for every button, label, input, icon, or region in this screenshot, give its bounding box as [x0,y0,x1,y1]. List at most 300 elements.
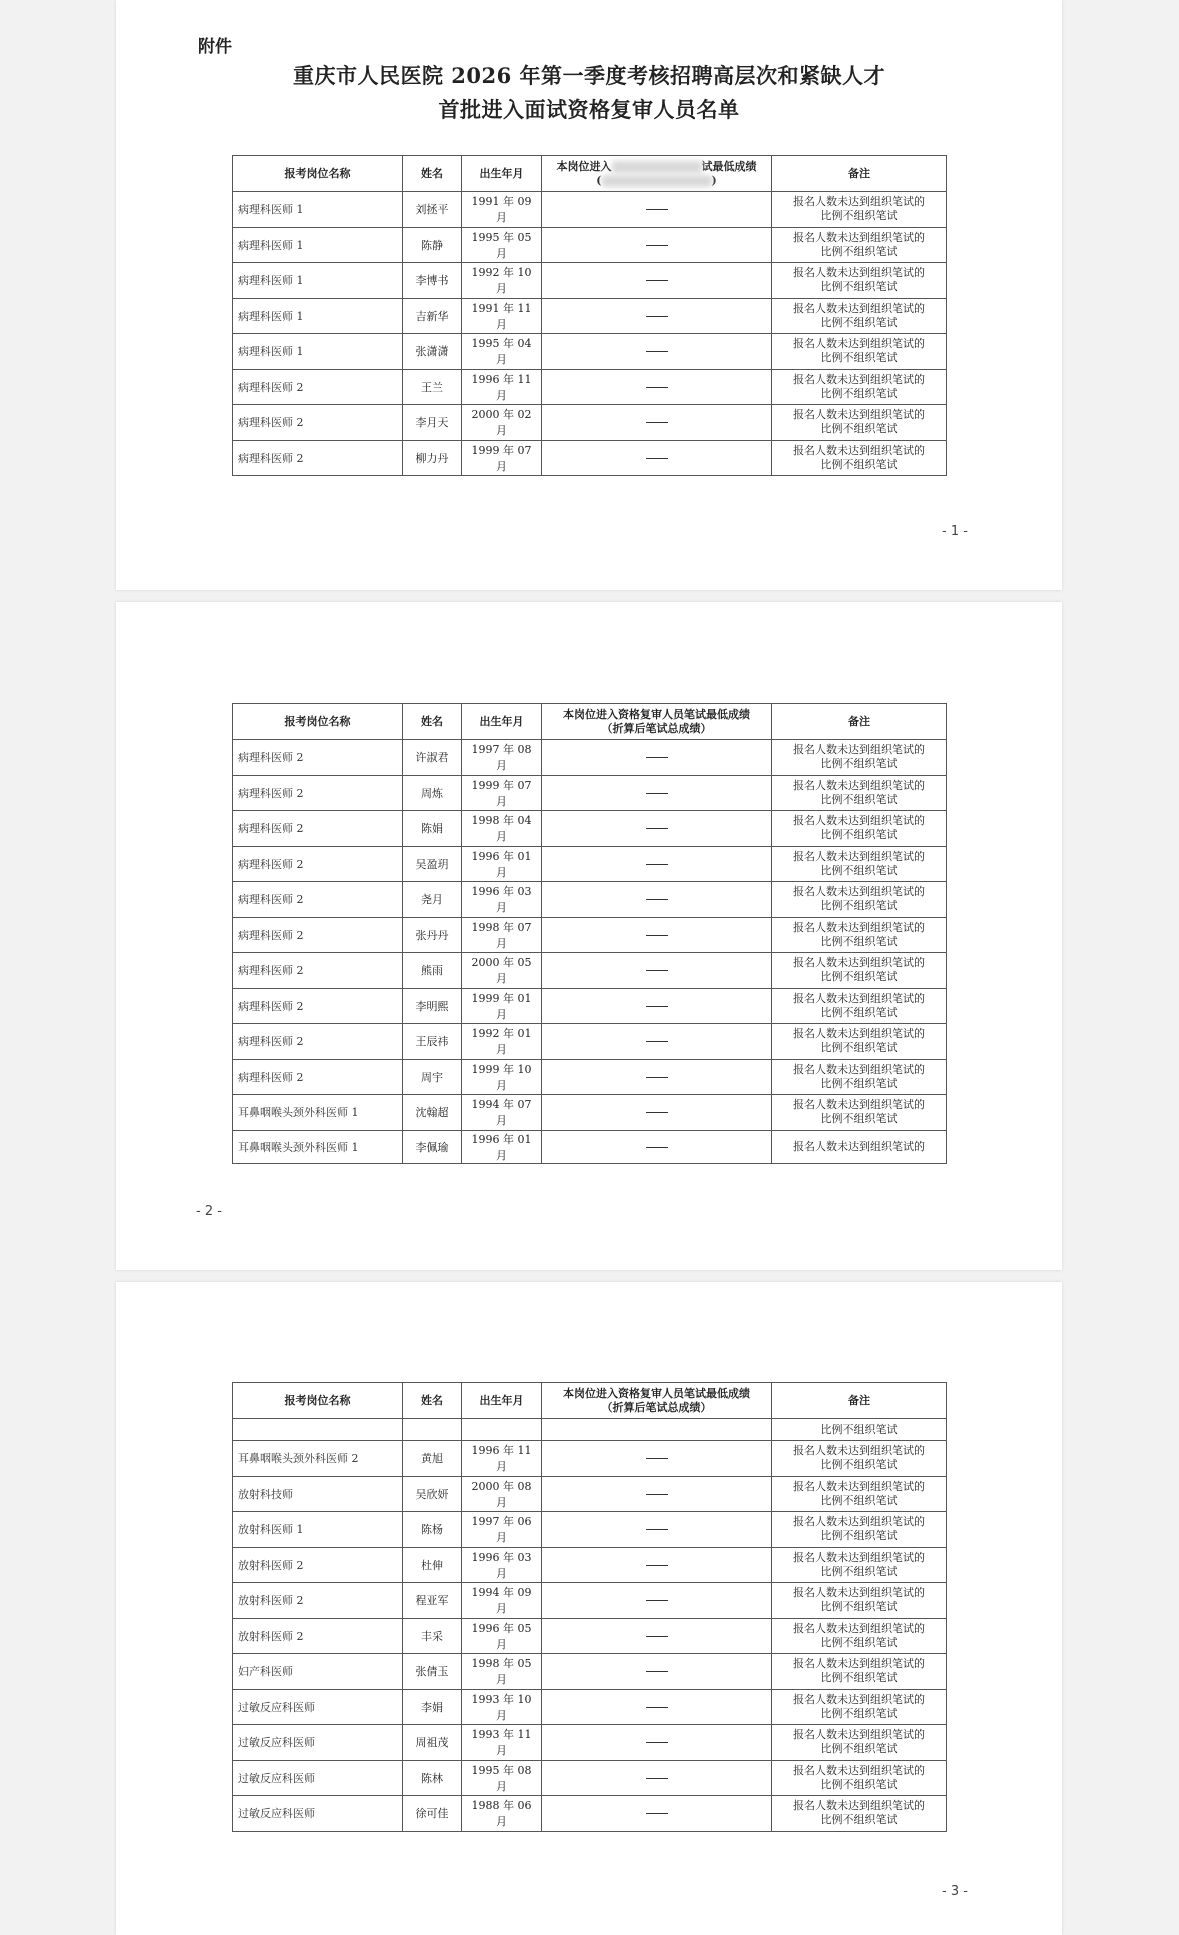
min-score-cell [542,988,772,1024]
dash-placeholder [646,1636,668,1637]
birth-cell: 1996 年 01 月 [462,1130,542,1163]
name-cell: 李博书 [403,263,462,299]
birth-cell: 2000 年 02 月 [462,405,542,441]
note-line-2: 比例不组织笔试 [820,1041,898,1055]
min-score-cell [542,1689,772,1725]
birth-cell: 1996 年 11 月 [462,369,542,405]
table-row [233,740,947,776]
min-score-cell [542,192,772,228]
name-cell: 王兰 [403,369,462,405]
note-line-2: 比例不组织笔试 [820,1813,898,1827]
note-cell [772,1547,947,1583]
note-cell [772,192,947,228]
note-cell [772,1618,947,1654]
empty-cell [462,1419,542,1441]
birth-cell: 1995 年 05 月 [462,227,542,263]
note-line-1: 报名人数未达到组织笔试的 [793,301,925,315]
min-score-cell [542,1130,772,1163]
position-cell: 病理科医师 2 [233,953,403,989]
birth-cell: 1991 年 11 月 [462,298,542,334]
note-cell [772,988,947,1024]
position-cell: 放射科技师 [233,1476,403,1512]
position-cell: 病理科医师 2 [233,1024,403,1060]
note-line-1: 报名人数未达到组织笔试的 [793,1444,925,1458]
table-header-row [233,1383,947,1419]
header-name: 姓名 [403,704,462,740]
note-cell [772,1689,947,1725]
note-line-2: 比例不组织笔试 [820,1493,898,1507]
document-title-line-2: 首批进入面试资格复审人员名单 [438,97,740,122]
name-cell: 张倩玉 [403,1654,462,1690]
min-score-cell [542,811,772,847]
document-title-line-1: 重庆市人民医院 2026 年第一季度考核招聘高层次和紧缺人才 [292,63,886,88]
note-line-1: 报名人数未达到组织笔试的 [793,1479,925,1493]
note-cell [772,1476,947,1512]
name-cell: 陈杨 [403,1512,462,1548]
birth-cell: 1999 年 10 月 [462,1059,542,1095]
note-line-2: 比例不组织笔试 [820,1458,898,1472]
position-cell: 病理科医师 2 [233,775,403,811]
dash-placeholder [646,1529,668,1530]
note-cell [772,334,947,370]
min-score-cell [542,1441,772,1477]
min-score-cell [542,775,772,811]
note-line-1: 报名人数未达到组织笔试的 [793,372,925,386]
table-row [233,1689,947,1725]
table-row [233,1130,947,1163]
name-cell: 周炼 [403,775,462,811]
table-row [233,369,947,405]
table-row [233,440,947,476]
note-cell [772,1796,947,1832]
note-line-2: 比例不组织笔试 [820,863,898,877]
note-line-2: 比例不组织笔试 [820,899,898,913]
name-cell: 杜伸 [403,1547,462,1583]
name-cell: 张潇潇 [403,334,462,370]
note-line-1: 报名人数未达到组织笔试的 [793,1728,925,1742]
min-score-cell [542,405,772,441]
birth-cell: 1996 年 03 月 [462,882,542,918]
note-line-1: 报名人数未达到组织笔试的 [793,1027,925,1041]
header-name: 姓名 [403,156,462,192]
note-cell [772,846,947,882]
name-cell: 吴盈玥 [403,846,462,882]
candidate-table-page-2 [232,703,947,1164]
min-score-cell [542,917,772,953]
min-score-cell [542,1654,772,1690]
min-score-cell [542,1725,772,1761]
min-score-cell [542,440,772,476]
note-cell [772,227,947,263]
note-cell [772,440,947,476]
birth-cell: 1991 年 09 月 [462,192,542,228]
birth-cell: 1999 年 07 月 [462,775,542,811]
min-score-cell [542,1583,772,1619]
birth-cell: 1999 年 07 月 [462,440,542,476]
position-cell: 过敏反应科医师 [233,1796,403,1832]
note-line-2: 比例不组织笔试 [820,1671,898,1685]
table-row [233,1441,947,1477]
name-cell: 丰采 [403,1618,462,1654]
note-line-2: 比例不组织笔试 [820,422,898,436]
table-row [233,882,947,918]
name-cell: 陈娟 [403,811,462,847]
birth-cell: 1998 年 05 月 [462,1654,542,1690]
note-line-1: 报名人数未达到组织笔试的 [793,849,925,863]
min-score-cell [542,1512,772,1548]
name-cell: 李明熙 [403,988,462,1024]
position-cell: 耳鼻咽喉头颈外科医师 1 [233,1095,403,1131]
birth-cell: 2000 年 08 月 [462,1476,542,1512]
dash-placeholder [646,793,668,794]
position-cell: 病理科医师 1 [233,263,403,299]
header-name: 姓名 [403,1383,462,1419]
min-score-cell [542,1024,772,1060]
name-cell: 陈静 [403,227,462,263]
position-cell: 放射科医师 2 [233,1547,403,1583]
position-cell: 病理科医师 1 [233,298,403,334]
note-line-1: 报名人数未达到组织笔试的 [793,885,925,899]
position-cell: 放射科医师 2 [233,1618,403,1654]
min-score-cell [542,1547,772,1583]
dash-placeholder [646,280,668,281]
table-row [233,1618,947,1654]
dash-placeholder [646,1041,668,1042]
birth-cell: 1996 年 03 月 [462,1547,542,1583]
note-line-1: 报名人数未达到组织笔试的 [793,1550,925,1564]
position-cell: 病理科医师 2 [233,882,403,918]
header-birth: 出生年月 [462,704,542,740]
name-cell: 陈林 [403,1760,462,1796]
min-score-cell [542,334,772,370]
note-line-2: 比例不组织笔试 [820,828,898,842]
position-cell: 放射科医师 1 [233,1512,403,1548]
note-cell [772,405,947,441]
birth-cell: 1995 年 08 月 [462,1760,542,1796]
note-cell [772,1130,947,1163]
header-birth: 出生年月 [462,1383,542,1419]
dash-placeholder [646,828,668,829]
note-cell [772,1095,947,1131]
note-line-2: 比例不组织笔试 [820,1706,898,1720]
note-cell [772,1024,947,1060]
table-row [233,1024,947,1060]
min-score-cell [542,846,772,882]
position-cell: 病理科医师 2 [233,740,403,776]
birth-cell: 1996 年 05 月 [462,1618,542,1654]
note-line-1: 报名人数未达到组织笔试的 [793,1062,925,1076]
note-line-1: 报名人数未达到组织笔试的 [793,408,925,422]
note-cell [772,1654,947,1690]
header-note: 备注 [772,1383,947,1419]
dash-placeholder [646,387,668,388]
position-cell: 病理科医师 2 [233,846,403,882]
min-score-cell [542,1760,772,1796]
dash-placeholder [646,970,668,971]
document-page-3 [116,1282,1062,1935]
table-row [233,1059,947,1095]
name-cell: 李佩瑜 [403,1130,462,1163]
note-line-2: 比例不组织笔试 [820,1529,898,1543]
document-page-1 [116,0,1062,590]
note-cell [772,1583,947,1619]
header-min-score [542,1383,772,1419]
position-cell: 妇产科医师 [233,1654,403,1690]
table-row [233,1725,947,1761]
min-score-cell [542,263,772,299]
dash-placeholder [646,1778,668,1779]
paren-right: ) [711,173,717,187]
note-line-1: 报名人数未达到组织笔试的 [793,778,925,792]
table-row [233,263,947,299]
min-score-cell [542,1618,772,1654]
note-line-2: 比例不组织笔试 [820,1777,898,1791]
name-cell: 刘拯平 [403,192,462,228]
dash-placeholder [646,209,668,210]
note-line-2: 比例不组织笔试 [820,1564,898,1578]
position-cell: 病理科医师 2 [233,811,403,847]
position-cell: 病理科医师 1 [233,192,403,228]
note-cell [772,1441,947,1477]
dash-placeholder [646,1813,668,1814]
name-cell: 王辰祎 [403,1024,462,1060]
document-page-2 [116,602,1062,1270]
dash-placeholder [646,1707,668,1708]
name-cell: 徐可佳 [403,1796,462,1832]
header-min-score-visible: 本岗位进入 [556,159,612,173]
note-cell [772,882,947,918]
header-min-score-line-2: （折算后笔试总成绩） [601,1400,712,1414]
note-line-1: 报名人数未达到组织笔试的 [793,1515,925,1529]
note-line-2: 比例不组织笔试 [820,1112,898,1126]
table-row [233,1654,947,1690]
birth-cell: 1996 年 01 月 [462,846,542,882]
redaction-blur [602,175,712,187]
header-min-score [542,156,772,192]
min-score-cell [542,369,772,405]
table-row [233,1095,947,1131]
dash-placeholder [646,1600,668,1601]
note-cell [772,740,947,776]
note-line-1: 报名人数未达到组织笔试的 [793,814,925,828]
dash-placeholder [646,757,668,758]
min-score-cell [542,298,772,334]
dash-placeholder [646,1742,668,1743]
birth-cell: 1996 年 11 月 [462,1441,542,1477]
empty-cell [403,1419,462,1441]
table-header-row [233,156,947,192]
note-cell [772,917,947,953]
name-cell: 黄旭 [403,1441,462,1477]
note-line-1: 报名人数未达到组织笔试的 [793,195,925,209]
position-cell: 过敏反应科医师 [233,1689,403,1725]
note-line-2: 比例不组织笔试 [820,386,898,400]
dash-placeholder [646,899,668,900]
dash-placeholder [646,1671,668,1672]
table-row-continuation [233,1419,947,1441]
name-cell: 沈翰超 [403,1095,462,1131]
note-line-2: 比例不组织笔试 [820,457,898,471]
header-min-score-line-1: 本岗位进入资格复审人员笔试最低成绩 [563,1386,750,1400]
dash-placeholder [646,1494,668,1495]
dash-placeholder [646,864,668,865]
note-line-2: 比例不组织笔试 [820,280,898,294]
birth-cell: 1993 年 10 月 [462,1689,542,1725]
position-cell: 耳鼻咽喉头颈外科医师 1 [233,1130,403,1163]
note-line-1: 报名人数未达到组织笔试的 [793,920,925,934]
name-cell: 吴欣妍 [403,1476,462,1512]
birth-cell: 1997 年 06 月 [462,1512,542,1548]
min-score-cell [542,1476,772,1512]
position-cell: 病理科医师 2 [233,988,403,1024]
note-cell [772,953,947,989]
name-cell: 李娟 [403,1689,462,1725]
table-row [233,1583,947,1619]
position-cell: 病理科医师 2 [233,917,403,953]
position-cell: 过敏反应科医师 [233,1725,403,1761]
note-line-2: 比例不组织笔试 [820,1600,898,1614]
note-line-2: 比例不组织笔试 [820,1635,898,1649]
header-min-score [542,704,772,740]
note-line-1: 报名人数未达到组织笔试的 [793,1763,925,1777]
redaction-blur [612,161,702,173]
table-row [233,298,947,334]
note-line-2: 比例不组织笔试 [820,209,898,223]
birth-cell: 1998 年 04 月 [462,811,542,847]
note-line-1: 报名人数未达到组织笔试的 [793,1692,925,1706]
min-score-cell [542,882,772,918]
note-cell [772,263,947,299]
note-cell [772,369,947,405]
table-row [233,1512,947,1548]
min-score-cell [542,1095,772,1131]
note-line-2: 比例不组织笔试 [820,1005,898,1019]
note-line-1: 报名人数未达到组织笔试的 [793,230,925,244]
table-row [233,1547,947,1583]
name-cell: 吉新华 [403,298,462,334]
note-line-1: 报名人数未达到组织笔试的 [793,443,925,457]
birth-cell: 1988 年 06 月 [462,1796,542,1832]
note-cell [772,1760,947,1796]
note-cell [772,1725,947,1761]
position-cell: 放射科医师 2 [233,1583,403,1619]
note-line-2: 比例不组织笔试 [820,351,898,365]
note-line-1: 报名人数未达到组织笔试的 [793,266,925,280]
note-line-2: 比例不组织笔试 [820,1742,898,1756]
note-line-1: 报名人数未达到组织笔试的 [793,1098,925,1112]
dash-placeholder [646,935,668,936]
note-line-1: 报名人数未达到组织笔试的 [793,991,925,1005]
min-score-cell [542,227,772,263]
page-number: - 2 - [196,1204,222,1219]
name-cell: 张丹丹 [403,917,462,953]
note-cell [772,775,947,811]
header-min-score-line-2: （折算后笔试总成绩） [601,721,712,735]
note-line-1: 报名人数未达到组织笔试的 [793,1586,925,1600]
name-cell: 许淑君 [403,740,462,776]
birth-cell: 1993 年 11 月 [462,1725,542,1761]
table-row [233,1760,947,1796]
birth-cell: 1998 年 07 月 [462,917,542,953]
dash-placeholder [646,422,668,423]
position-cell: 病理科医师 2 [233,440,403,476]
page-number: - 3 - [942,1884,968,1899]
position-cell: 病理科医师 1 [233,227,403,263]
table-row [233,846,947,882]
empty-cell [542,1419,772,1441]
birth-cell: 1999 年 01 月 [462,988,542,1024]
dash-placeholder [646,245,668,246]
note-cell [772,1512,947,1548]
position-cell: 病理科医师 2 [233,1059,403,1095]
note-line-2: 比例不组织笔试 [820,934,898,948]
min-score-cell [542,740,772,776]
header-position: 报考岗位名称 [233,704,403,740]
name-cell: 程亚军 [403,1583,462,1619]
dash-placeholder [646,458,668,459]
table-row [233,192,947,228]
note-line-1: 报名人数未达到组织笔试的 [793,1621,925,1635]
name-cell: 周祖茂 [403,1725,462,1761]
header-min-score-tail: 试最低成绩 [701,159,757,173]
note-continuation: 比例不组织笔试 [772,1419,947,1441]
table-row [233,917,947,953]
dash-placeholder [646,1458,668,1459]
position-cell: 病理科医师 2 [233,405,403,441]
birth-cell: 1992 年 10 月 [462,263,542,299]
birth-cell: 1994 年 07 月 [462,1095,542,1131]
name-cell: 熊雨 [403,953,462,989]
header-min-score-line-1: 本岗位进入资格复审人员笔试最低成绩 [563,707,750,721]
note-line-2: 比例不组织笔试 [820,1076,898,1090]
header-note: 备注 [772,704,947,740]
position-cell: 过敏反应科医师 [233,1760,403,1796]
dash-placeholder [646,316,668,317]
note-line-1: 报名人数未达到组织笔试的 [793,743,925,757]
position-cell: 耳鼻咽喉头颈外科医师 2 [233,1441,403,1477]
table-row [233,1796,947,1832]
header-birth: 出生年月 [462,156,542,192]
paren-left: ( [596,173,602,187]
name-cell: 柳力丹 [403,440,462,476]
note-cell [772,811,947,847]
birth-cell: 1997 年 08 月 [462,740,542,776]
table-row [233,1476,947,1512]
dash-placeholder [646,1006,668,1007]
name-cell: 尧月 [403,882,462,918]
note-cell [772,1059,947,1095]
table-row [233,227,947,263]
note-cell [772,298,947,334]
note-line-2: 比例不组织笔试 [820,315,898,329]
candidate-table-page-1 [232,155,947,476]
dash-placeholder [646,1077,668,1078]
birth-cell: 1995 年 04 月 [462,334,542,370]
attachment-label: 附件 [198,37,232,57]
table-header-row [233,704,947,740]
birth-cell: 2000 年 05 月 [462,953,542,989]
header-position: 报考岗位名称 [233,156,403,192]
header-note: 备注 [772,156,947,192]
table-row [233,405,947,441]
table-row [233,811,947,847]
note-line-2: 比例不组织笔试 [820,757,898,771]
table-row [233,334,947,370]
candidate-table-page-3 [232,1382,947,1832]
note-line-1: 报名人数未达到组织笔试的 [793,1139,925,1153]
note-line-1: 报名人数未达到组织笔试的 [793,1799,925,1813]
table-row [233,953,947,989]
